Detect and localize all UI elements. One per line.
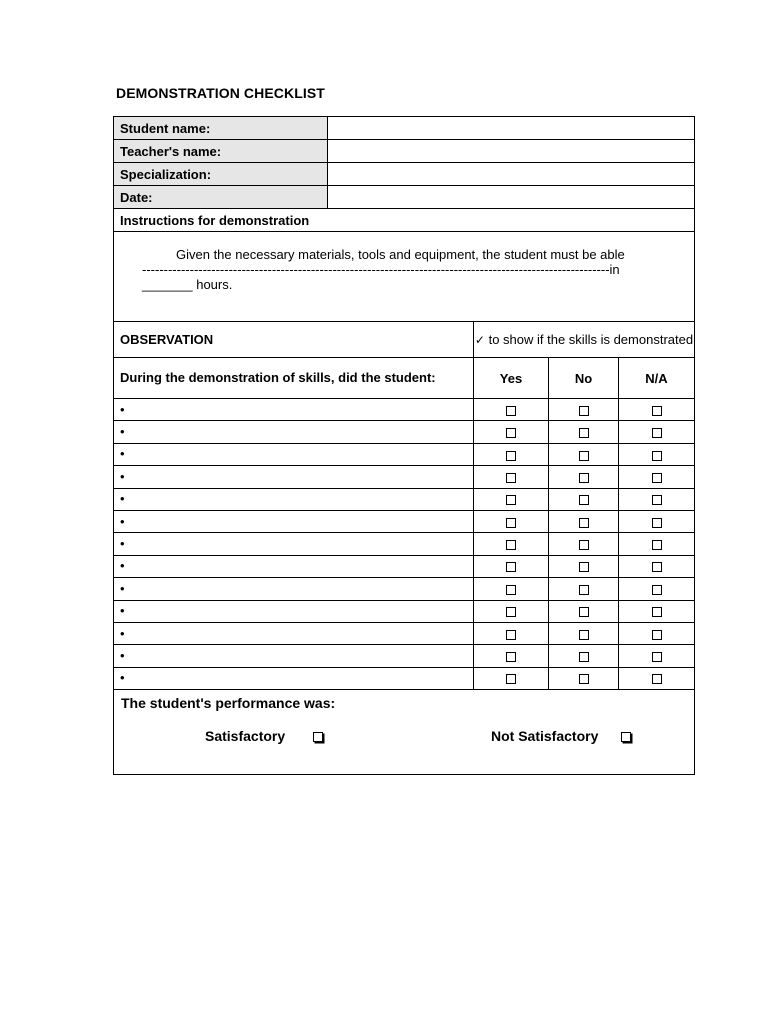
checkbox-no[interactable] — [579, 585, 589, 595]
cell-no — [549, 667, 619, 689]
checkbox-yes[interactable] — [506, 674, 516, 684]
checkbox-na[interactable] — [652, 451, 662, 461]
satisfactory-label: Satisfactory — [205, 728, 286, 745]
checkbox-yes[interactable] — [506, 495, 516, 505]
checkbox-yes[interactable] — [506, 652, 516, 662]
instructions-line-2: ------------------------------------------------------------------------------------------------------------in — [142, 262, 620, 277]
observation-item-bullet: • — [114, 466, 474, 488]
cell-no — [549, 533, 619, 555]
observation-item-bullet: • — [114, 645, 474, 667]
tick-note-text: to show if the skills is demonstrated — [488, 331, 694, 347]
observation-item-bullet: • — [114, 443, 474, 465]
checkbox-na[interactable] — [652, 428, 662, 438]
student-name-field[interactable] — [328, 117, 695, 140]
instructions-line-3: _______ hours. — [142, 277, 233, 292]
checkbox-no[interactable] — [579, 451, 589, 461]
specialization-field[interactable] — [328, 163, 695, 186]
cell-no — [549, 466, 619, 488]
cell-yes — [474, 667, 549, 689]
observation-row — [114, 421, 695, 443]
checklist-table — [113, 116, 695, 775]
observation-item-bullet: • — [114, 510, 474, 532]
observation-item-bullet: • — [114, 622, 474, 644]
checkbox-no[interactable] — [579, 562, 589, 572]
checkbox-yes[interactable] — [506, 428, 516, 438]
checkbox-na[interactable] — [652, 562, 662, 572]
cell-na — [619, 466, 695, 488]
checkbox-no[interactable] — [579, 607, 589, 617]
checkmark-icon: ✓ — [474, 332, 485, 347]
observation-item-bullet: • — [114, 488, 474, 510]
satisfactory-option[interactable] — [205, 728, 323, 744]
question-heading: During the demonstration of skills, did the student: — [114, 358, 474, 399]
checkbox-na[interactable] — [652, 540, 662, 550]
cell-yes — [474, 578, 549, 600]
checkbox-no[interactable] — [579, 473, 589, 483]
tick-note — [474, 322, 695, 358]
cell-na — [619, 645, 695, 667]
observation-item-bullet: • — [114, 600, 474, 622]
date-field[interactable] — [328, 186, 695, 209]
checkbox-yes[interactable] — [506, 562, 516, 572]
cell-na — [619, 421, 695, 443]
observation-row — [114, 510, 695, 532]
checkbox-no[interactable] — [579, 518, 589, 528]
student-name-label: Student name: — [114, 117, 328, 140]
instructions-line-1: Given the necessary materials, tools and equipment, the student must be able — [176, 247, 625, 262]
instructions-heading: Instructions for demonstration — [114, 209, 695, 232]
column-na: N/A — [619, 358, 695, 399]
checkbox-na[interactable] — [652, 674, 662, 684]
cell-yes — [474, 443, 549, 465]
cell-na — [619, 667, 695, 689]
checkbox-na[interactable] — [652, 518, 662, 528]
observation-row — [114, 443, 695, 465]
not-satisfactory-checkbox-icon[interactable] — [621, 732, 631, 742]
observation-item-bullet: • — [114, 578, 474, 600]
checkbox-yes[interactable] — [506, 630, 516, 640]
cell-no — [549, 399, 619, 421]
cell-na — [619, 622, 695, 644]
checkbox-yes[interactable] — [506, 585, 516, 595]
observation-row — [114, 667, 695, 689]
observation-row — [114, 555, 695, 577]
checkbox-na[interactable] — [652, 406, 662, 416]
cell-na — [619, 555, 695, 577]
cell-no — [549, 421, 619, 443]
checkbox-na[interactable] — [652, 473, 662, 483]
cell-no — [549, 645, 619, 667]
cell-no — [549, 488, 619, 510]
column-no: No — [549, 358, 619, 399]
cell-yes — [474, 645, 549, 667]
date-label: Date: — [114, 186, 328, 209]
cell-na — [619, 533, 695, 555]
cell-na — [619, 443, 695, 465]
checkbox-no[interactable] — [579, 406, 589, 416]
checkbox-na[interactable] — [652, 630, 662, 640]
observation-item-bullet: • — [114, 667, 474, 689]
cell-no — [549, 510, 619, 532]
instructions-body — [114, 232, 695, 322]
cell-yes — [474, 399, 549, 421]
observation-rows — [114, 399, 695, 690]
cell-no — [549, 600, 619, 622]
performance-heading: The student's performance was: — [121, 695, 336, 712]
checkbox-yes[interactable] — [506, 406, 516, 416]
cell-na — [619, 578, 695, 600]
checkbox-yes[interactable] — [506, 540, 516, 550]
cell-yes — [474, 555, 549, 577]
observation-heading: OBSERVATION — [114, 322, 474, 358]
cell-no — [549, 443, 619, 465]
not-satisfactory-label: Not Satisfactory — [491, 728, 599, 745]
observation-row — [114, 399, 695, 421]
cell-na — [619, 399, 695, 421]
observation-item-bullet: • — [114, 399, 474, 421]
observation-row — [114, 600, 695, 622]
teacher-name-field[interactable] — [328, 140, 695, 163]
checkbox-yes[interactable] — [506, 451, 516, 461]
checkbox-no[interactable] — [579, 540, 589, 550]
cell-yes — [474, 421, 549, 443]
observation-row — [114, 488, 695, 510]
cell-no — [549, 622, 619, 644]
cell-na — [619, 600, 695, 622]
checkbox-na[interactable] — [652, 607, 662, 617]
page-title: DEMONSTRATION CHECKLIST — [116, 85, 325, 101]
cell-no — [549, 555, 619, 577]
cell-no — [549, 578, 619, 600]
observation-row — [114, 466, 695, 488]
performance-section — [114, 690, 695, 775]
checkbox-no[interactable] — [579, 674, 589, 684]
cell-na — [619, 488, 695, 510]
checkbox-yes[interactable] — [506, 518, 516, 528]
checkbox-yes[interactable] — [506, 473, 516, 483]
observation-row — [114, 578, 695, 600]
cell-yes — [474, 510, 549, 532]
checkbox-no[interactable] — [579, 630, 589, 640]
teacher-name-label: Teacher's name: — [114, 140, 328, 163]
checkbox-na[interactable] — [652, 652, 662, 662]
column-yes: Yes — [474, 358, 549, 399]
observation-row — [114, 533, 695, 555]
cell-yes — [474, 600, 549, 622]
cell-yes — [474, 622, 549, 644]
checkbox-no[interactable] — [579, 495, 589, 505]
not-satisfactory-option[interactable] — [491, 728, 631, 744]
cell-yes — [474, 488, 549, 510]
satisfactory-checkbox-icon[interactable] — [313, 732, 323, 742]
observation-row — [114, 622, 695, 644]
observation-row — [114, 645, 695, 667]
cell-yes — [474, 533, 549, 555]
observation-item-bullet: • — [114, 533, 474, 555]
cell-yes — [474, 466, 549, 488]
checkbox-na[interactable] — [652, 585, 662, 595]
observation-item-bullet: • — [114, 555, 474, 577]
cell-na — [619, 510, 695, 532]
observation-item-bullet: • — [114, 421, 474, 443]
checkbox-no[interactable] — [579, 428, 589, 438]
checkbox-yes[interactable] — [506, 607, 516, 617]
specialization-label: Specialization: — [114, 163, 328, 186]
checkbox-no[interactable] — [579, 652, 589, 662]
checkbox-na[interactable] — [652, 495, 662, 505]
